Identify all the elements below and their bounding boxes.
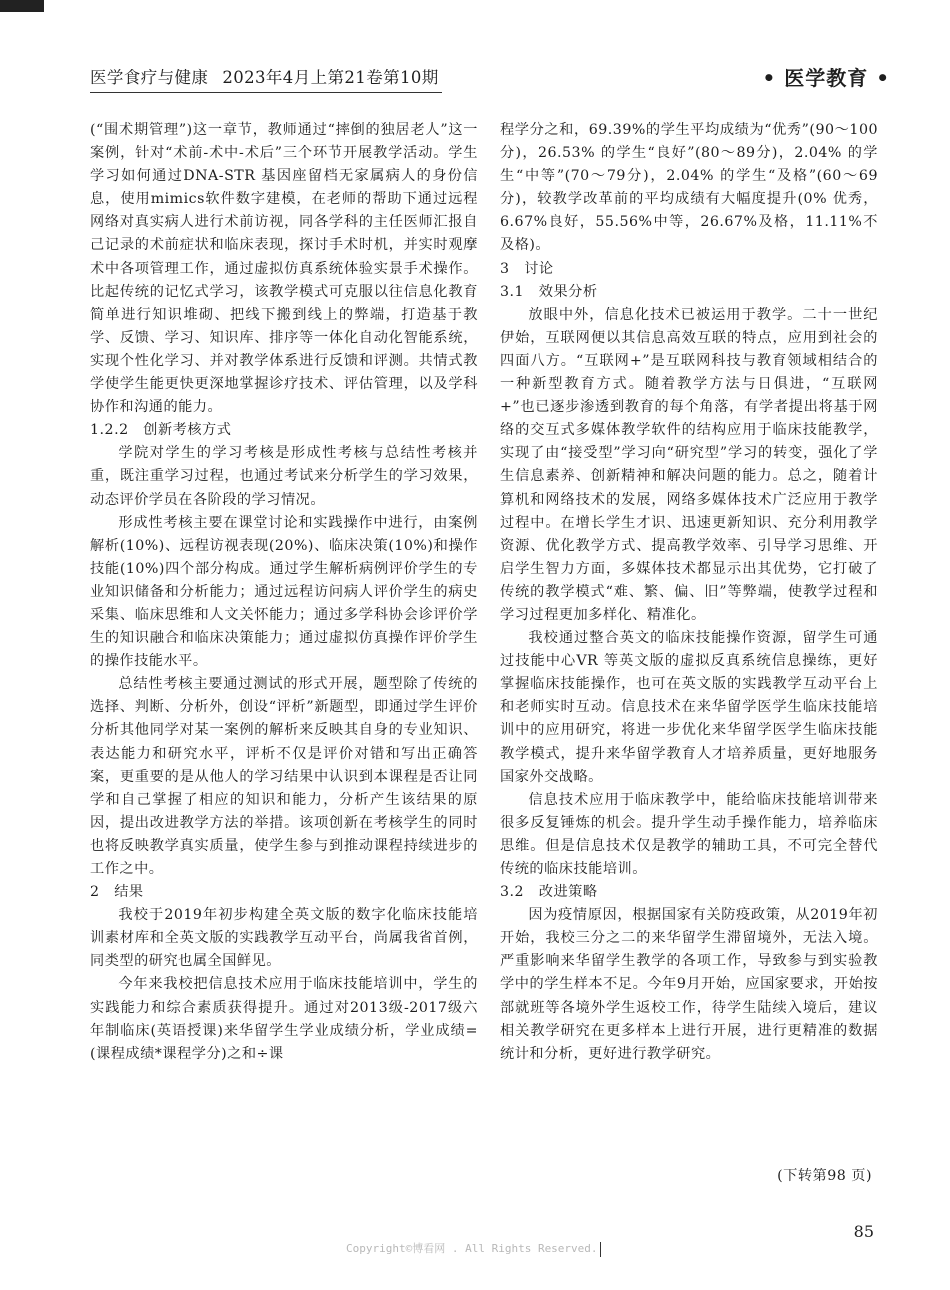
section-title: • 医学教育 • (762, 66, 890, 90)
section-heading: 2 结果 (90, 884, 144, 901)
journal-title: 医学食疗与健康 (90, 68, 209, 87)
section-heading: 1.2.2 创新考核方式 (90, 422, 232, 439)
paragraph: 我校通过整合英文的临床技能操作资源，留学生可通过技能中心VR 等英文版的虚拟反真系统信息操练，更好掌握临床技能操作，也可在英文版的实践教学互动平台上和老师实时互动。信息技术在来华留学医学生临床技能培训中的应用研究，将进一步优化来华留学医学生临床技能教学模式，提升来华留学教育人才培养质量，更好地服务国家外交战略。 (500, 630, 878, 785)
right-column (500, 119, 878, 1066)
journal-info (90, 64, 442, 93)
paragraph: 因为疫情原因，根据国家有关防疫政策，从2019年初开始，我校三分之二的来华留学生滞留境外，无法入境。严重影响来华留学生教学的各项工作，导致参与到实验教学中的学生样本不足。今年9月开始，应国家要求，开始按部就班等各境外学生返校工作，待学生陆续入境后，建议相关教学研究在更多样本上进行开展，进行更精准的数据统计和分析，更好进行教学研究。 (500, 907, 878, 1062)
paragraph: 学院对学生的学习考核是形成性考核与总结性考核并重，既注重学习过程，也通过考试来分析学生的学习效果，动态评价学员在各阶段的学习情况。 (90, 445, 478, 508)
copyright-text: Copyright©博看网 . All Rights Reserved. (346, 1242, 598, 1255)
corner-mark (0, 0, 44, 12)
left-column (90, 119, 478, 1066)
continued-note: (下转第98 页) (777, 1168, 872, 1184)
text-cursor (600, 1242, 601, 1257)
paragraph: 放眼中外，信息化技术已被运用于教学。二十一世纪伊始，互联网便以其信息高效互联的特点，应用到社会的四面八方。“互联网+”是互联网科技与教育领域相结合的一种新型教育方式。随着教学方法与日俱进，“互联网+”也已逐步渗透到教育的每个角落，有学者提出将基于网络的交互式多媒体教学软件的结构应用于临床技能教学，实现了由“接受型”学习向“研究型”学习的转变，强化了学生信息素养、创新精神和解决问题的能力。总之，随着计算机和网络技术的发展，网络多媒体技术广泛应用于教学过程中。在增长学生才识、迅速更新知识、充分利用教学资源、优化教学方式、提高教学效率、引导学习思维、开启学生智力方面，多媒体技术都显示出其优势，它打破了传统的教学模式“难、繁、偏、旧”等弊端，使教学过程和学习过程更加多样化、精准化。 (500, 306, 878, 623)
paragraph: 今年来我校把信息技术应用于临床技能培训中，学生的实践能力和综合素质获得提升。通过对2013级-2017级六年制临床(英语授课)来华留学生学业成绩分析，学业成绩=(课程成绩*课程学分)之和÷课 (90, 976, 478, 1062)
copyright-footer (346, 1240, 601, 1257)
page-number: 85 (853, 1222, 874, 1241)
paragraph: 信息技术应用于临床教学中，能给临床技能培训带来很多反复锤炼的机会。提升学生动手操作能力，培养临床思维。但是信息技术仅是教学的辅助工具，不可完全替代传统的临床技能培训。 (500, 791, 878, 877)
paragraph: 程学分之和，69.39%的学生平均成绩为“优秀”(90～100分)，26.53% 的学生“良好”(80～89分)，2.04% 的学生“中等”(70～79分)，2.04% 的学生“及格”(60～69分)，较教学改革前的平均成绩有大幅度提升(0% 优秀，6.67%良好，55.56%中等，26.67%及格，11.11%不及格)。 (500, 122, 878, 254)
section-heading: 3.1 效果分析 (500, 283, 598, 300)
paragraph: (“围术期管理”)这一章节，教师通过“摔倒的独居老人”这一案例，针对“术前-术中-术后”三个环节开展教学活动。学生学习如何通过DNA-STR 基因座留档无家属病人的身份信息，使用mimics软件数字建模，在老师的帮助下通过远程网络对真实病人进行术前访视，同各学科的主任医师汇报自己记录的术前症状和临床表现，探讨手术时机，并实时观摩术中各项管理工作，通过虚拟仿真系统体验实景手术操作。比起传统的记忆式学习，该教学模式可克服以往信息化教育简单进行知识堆砌、把线下搬到线上的弊端，打造基于教学、反馈、学习、知识库、排序等一体化自动化智能系统，实现个性化学习、并对教学体系进行反馈和评测。共情式教学使学生能更快更深地掌握诊疗技术、评估管理，以及学科协作和沟通的能力。 (90, 122, 478, 416)
section-heading: 3.2 改进策略 (500, 884, 598, 901)
paragraph: 形成性考核主要在课堂讨论和实践操作中进行，由案例解析(10%)、远程访视表现(20%)、临床决策(10%)和操作技能(10%)四个部分构成。通过学生解析病例评价学生的专业知识储备和分析能力；通过远程访问病人评价学生的病史采集、临床思维和人文关怀能力；通过多学科协会诊评价学生的知识融合和临床决策能力；通过虚拟仿真操作评价学生的操作技能水平。 (90, 514, 478, 670)
page-header (90, 62, 890, 94)
paragraph: 我校于2019年初步构建全英文版的数字化临床技能培训素材库和全英文版的实践教学互动平台，尚属我省首例，同类型的研究也属全国鲜见。 (90, 907, 478, 970)
paragraph: 总结性考核主要通过测试的形式开展，题型除了传统的选择、判断、分析外，创设“评析”新题型，即通过学生评价分析其他同学对某一案例的解析来反映其自身的专业知识、表达能力和研究水平，评析不仅是评价对错和写出正确答案，更重要的是从他人的学习结果中认识到本课程是否让同学和自己掌握了相应的知识和能力，分析产生该结果的原因，提出改进教学方法的举措。该项创新在考核学生的同时也将反映教学真实质量，使学生参与到推动课程持续进步的工作之中。 (90, 676, 478, 877)
issue-info: 2023年4月上第21卷第10期 (222, 68, 439, 87)
section-heading: 3 讨论 (500, 260, 554, 277)
